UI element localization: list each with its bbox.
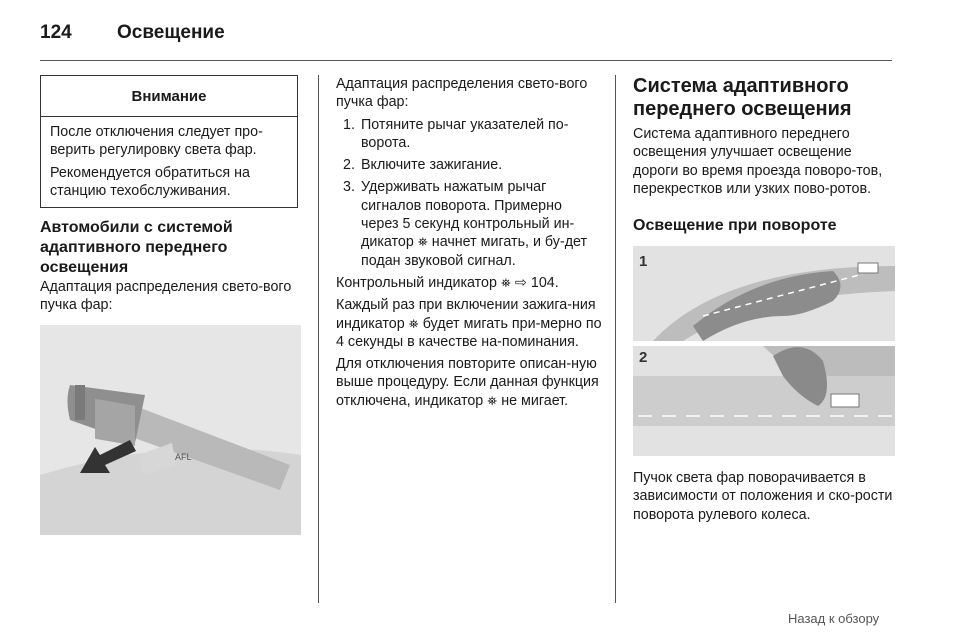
column-1 [40,75,301,462]
column-3 [633,75,895,524]
afl-indicator-icon: ⛯ [487,393,498,408]
intro-text: Адаптация распределения свето-вого пучка фар: [336,76,588,111]
afl-indicator-icon: ⛯ [408,316,419,331]
figure-label-1: 1 [639,253,648,271]
warning-text-1: После отключения следует про-верить регулировку света фар. [50,124,263,159]
turn-signal-lever-illustration [40,325,301,535]
list-item: 3. Удерживать нажатым рычаг сигналов поворота. Примерно через 5 секунд контрольный ин-дикатор ⛯ начнет мигать, и бу-дет подан звуковой сигнал. [343,179,588,269]
afl-indicator-icon: ⛯ [418,235,428,250]
column-divider-1 [318,75,319,603]
list-item: 1. Потяните рычаг указателей по-ворота. [343,116,569,151]
cornering-light-illustration [633,246,895,456]
chapter-title: Освещение [117,22,225,43]
column-divider-2 [615,75,616,603]
section-heading: Система адаптивного переднего освещения [633,75,852,120]
warning-box [40,75,298,208]
page-ref-arrow-icon: ⇨ [514,274,527,291]
svg-text:AFL: AFL [175,452,192,462]
warning-text-2: Рекомендуется обратиться на станцию техобслуживания. [50,164,250,199]
figure-caption: Пучок света фар поворачивается в зависимости от положения и ско-рости поворота рулевого колеса. [633,470,893,523]
afl-indicator-icon: ⛯ [501,275,511,290]
section-intro: Система адаптивного переднего освещения улучшает освещение дороги во время проезда поворо-тов, перекрестков или узких пово-ротов. [633,126,883,197]
figure-label-2: 2 [639,349,648,367]
section-text: Адаптация распределения свето-вого пучка фар: [40,279,292,314]
steps-list [336,116,602,270]
warning-title: Внимание [41,76,297,117]
section-subheading: Автомобили с системой адаптивного переднего освещения [40,219,233,276]
indicator-reference: Контрольный индикатор ⛯ ⇨ 104. [336,274,559,291]
list-item: 2. Включите зажигание. [343,157,503,174]
paragraph-2: Каждый раз при включении зажига-ния индикатор ⛯ будет мигать при-мерно по 4 секунды в качестве на-поминания. [336,297,602,350]
page-number: 124 [40,22,72,43]
page-header [40,20,892,60]
back-to-overview-link[interactable]: Назад к обзору [788,611,880,626]
header-divider [40,60,892,61]
column-2 [336,75,602,414]
paragraph-3: Для отключения повторите описан-ную выше процедуру. Если данная функция отключена, индикатор ⛯ не мигает. [336,356,599,409]
subsection-heading: Освещение при повороте [633,217,837,235]
